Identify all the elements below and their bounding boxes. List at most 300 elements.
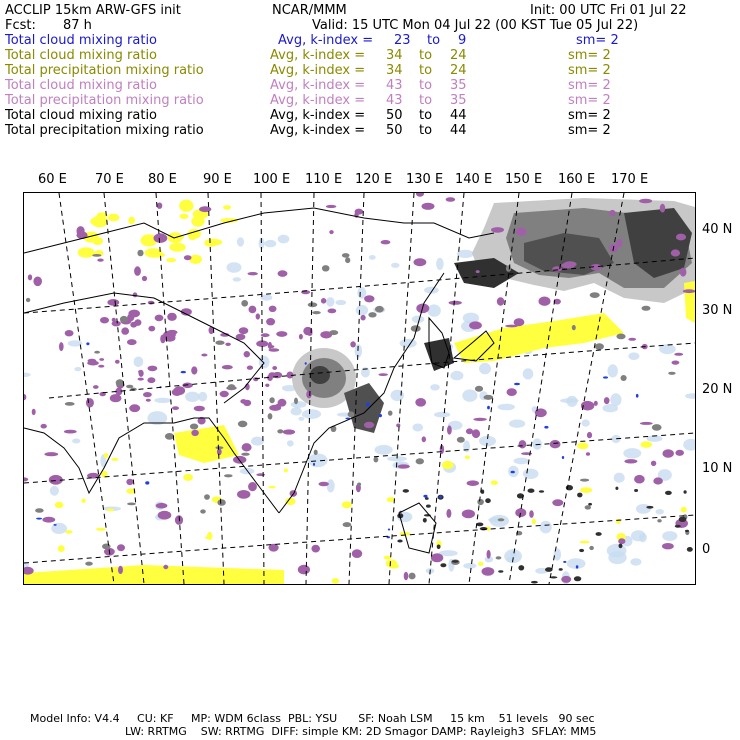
cloud-cell (572, 325, 576, 330)
precip-pink (639, 199, 652, 204)
precip-pink (64, 430, 77, 434)
field-kindex-to: 35 (450, 93, 467, 108)
precip-yellow (442, 461, 453, 469)
cloud-cell-dark (437, 545, 441, 550)
light-cloud-patch (479, 363, 491, 374)
cloud-cell-dark (577, 493, 582, 498)
precip-pink (447, 425, 452, 434)
precip-pink (609, 210, 616, 216)
field-kindex-to-label: to (419, 78, 433, 93)
precip-pink (143, 392, 152, 397)
precip-pink (552, 499, 563, 506)
light-cloud-patch (463, 441, 470, 453)
precip-yellow (205, 239, 223, 246)
precip-yellow (681, 507, 687, 513)
precip-pink (473, 418, 486, 421)
precip-blue (511, 471, 515, 474)
precip-pink (247, 366, 253, 370)
precip-yellow (223, 205, 231, 210)
precip-pink (676, 234, 686, 241)
light-cloud-patch (523, 469, 539, 479)
precip-pink (674, 353, 683, 356)
cloud-cell (92, 254, 101, 257)
light-cloud-patch (662, 531, 677, 541)
field-smoothing: sm= 2 (568, 78, 611, 93)
cloud-cell (616, 334, 625, 340)
light-cloud-patch (608, 364, 618, 377)
cloud-cell-dark (588, 503, 592, 506)
precip-pink (587, 432, 592, 438)
cloud-cell (348, 411, 355, 417)
model-info-line1: Model Info: V4.4 CU: KF MP: WDM 6class PBL: YSU SF: Noah LSM 15 km 51 levels 90 sec (30, 712, 595, 725)
cloud-cell (657, 519, 661, 522)
longitude-label: 120 E (355, 172, 393, 187)
precip-yellow (111, 458, 118, 461)
precip-pink (220, 391, 229, 397)
light-cloud-patch (436, 258, 444, 270)
light-cloud-patch (413, 424, 424, 432)
longitude-label: 70 E (95, 172, 124, 187)
light-cloud-patch (603, 404, 619, 412)
cloud-cell-dark (425, 497, 429, 500)
precip-pink (239, 327, 249, 334)
precip-pink (248, 482, 257, 491)
cloud-cell-dark (539, 490, 544, 493)
precip-pink (515, 508, 526, 517)
cloud-cell (589, 546, 594, 550)
graticule-line (208, 193, 224, 584)
precip-pink (446, 509, 451, 518)
precip-pink (651, 461, 656, 466)
precip-blue (562, 456, 564, 459)
precip-pink (110, 394, 122, 402)
precip-pink (662, 543, 674, 549)
precip-pink (487, 550, 491, 559)
precip-pink (440, 445, 444, 454)
graticule-line (24, 433, 695, 483)
coastline (24, 418, 279, 513)
precip-blue (388, 529, 390, 531)
light-cloud-patch (154, 398, 171, 403)
precip-pink (278, 399, 287, 407)
precip-pink (148, 366, 158, 372)
precip-pink (65, 330, 74, 336)
cloud-cell (126, 385, 133, 388)
light-cloud-patch (298, 417, 304, 421)
precip-yellow (128, 217, 135, 224)
precip-pink (222, 365, 233, 369)
cloud-cell-dark (596, 532, 602, 536)
cloud-cell-dark (574, 576, 581, 581)
precip-yellow (78, 247, 95, 258)
precip-yellow (166, 258, 176, 262)
cloud-cell-dark (615, 487, 618, 490)
precip-pink (126, 479, 133, 485)
precip-pink (42, 517, 55, 523)
light-cloud-patch (391, 390, 405, 401)
light-cloud-patch (523, 368, 534, 379)
cloud-cell (190, 424, 198, 430)
cloud-cell (416, 458, 424, 464)
precip-blue (576, 565, 579, 568)
precip-pink (561, 263, 575, 269)
precip-pink (148, 326, 155, 332)
cloud-cell (368, 312, 376, 317)
precip-yellow (580, 487, 592, 493)
cloud-cell (26, 298, 30, 302)
field-kindex-to: 44 (450, 123, 467, 138)
precip-pink (449, 301, 462, 305)
field-kindex-to-label: to (419, 63, 433, 78)
light-cloud-patch (278, 235, 290, 244)
light-cloud-patch (237, 237, 244, 246)
light-cloud-patch (509, 420, 525, 428)
field-avg-label: Avg, k-index = (270, 78, 366, 93)
light-cloud-patch (261, 295, 273, 301)
precip-pink (191, 366, 197, 374)
precip-pink (142, 276, 147, 281)
cloud-cell-dark (476, 523, 483, 527)
precip-pink (361, 315, 366, 321)
precip-pink (466, 428, 473, 434)
precip-pink (253, 377, 258, 381)
precip-pink (311, 545, 320, 553)
light-cloud-patch (227, 262, 242, 273)
precip-pink (172, 389, 182, 396)
precip-pink (586, 452, 590, 456)
field-name: Total precipitation mixing ratio (5, 93, 204, 108)
precip-pink (276, 331, 287, 337)
cloud-cell (127, 503, 136, 506)
precip-pink (422, 203, 435, 210)
valid-time: Valid: 15 UTC Mon 04 Jul 22 (00 KST Tue 05 Jul 22) (312, 18, 639, 33)
precip-pink (539, 297, 551, 306)
light-cloud-patch (430, 384, 440, 390)
precip-pink (86, 398, 94, 407)
light-cloud-patch (185, 392, 200, 402)
precip-pink (469, 321, 482, 329)
longitude-label: 140 E (455, 172, 493, 187)
field-kindex-to-label: to (419, 123, 433, 138)
field-kindex-to-label: to (419, 108, 433, 123)
latitude-label: 10 N (702, 461, 733, 476)
precip-yellow (55, 502, 64, 508)
cloud-cell (342, 253, 350, 258)
cloud-cell-dark (665, 491, 672, 495)
precip-pink (529, 510, 534, 518)
light-cloud-patch (463, 563, 476, 569)
cloud-cell (269, 397, 274, 403)
precip-pink (497, 297, 505, 305)
field-kindex-from: 50 (386, 108, 403, 123)
precip-yellow (65, 530, 72, 534)
precip-pink (128, 310, 140, 318)
precip-blue (36, 518, 42, 520)
precip-pink (164, 335, 175, 342)
precip-pink (248, 272, 258, 275)
cloud-cell (217, 499, 225, 506)
cloud-cell (35, 508, 44, 513)
precip-pink (98, 365, 104, 368)
light-cloud-patch (412, 316, 425, 323)
light-cloud-patch (450, 371, 463, 381)
field-smoothing: sm= 2 (568, 48, 611, 63)
precip-blue (423, 495, 427, 498)
cloud-cell (457, 437, 465, 443)
precip-pink (680, 268, 687, 277)
light-cloud-patch (287, 440, 294, 446)
light-cloud-patch (582, 420, 590, 427)
precip-yellow (141, 237, 148, 244)
precip-pink (191, 430, 199, 436)
field-name: Total cloud mixing ratio (5, 108, 158, 123)
longitude-label: 100 E (253, 172, 291, 187)
precip-pink (28, 274, 32, 280)
light-cloud-patch (560, 398, 579, 403)
light-cloud-patch (427, 304, 440, 316)
precip-pink (306, 390, 311, 398)
cloud-cell (268, 413, 273, 419)
latitude-label: 20 N (702, 382, 733, 397)
light-cloud-patch (233, 277, 241, 281)
precip-pink (482, 567, 495, 576)
light-cloud-patch (462, 389, 477, 401)
precip-pink (237, 490, 250, 499)
cloud-cell (241, 300, 248, 307)
longitude-label: 150 E (505, 172, 543, 187)
precip-pink (261, 333, 270, 337)
field-kindex-from: 50 (386, 123, 403, 138)
light-cloud-patch (356, 305, 368, 316)
field-smoothing: sm= 2 (568, 123, 611, 138)
precip-blue (563, 561, 566, 563)
light-cloud-patch (628, 352, 639, 360)
precip-pink (88, 359, 97, 363)
precip-yellow (465, 455, 470, 459)
precip-yellow (384, 556, 391, 560)
precip-pink (604, 397, 610, 404)
precip-pink (121, 327, 129, 334)
precip-pink (158, 511, 172, 520)
precip-pink (172, 406, 179, 410)
field-kindex-from: 23 (394, 33, 411, 48)
light-cloud-patch (631, 530, 646, 541)
cloud-cell (590, 292, 600, 298)
precip-pink (117, 544, 125, 551)
field-name: Total precipitation mixing ratio (5, 123, 204, 138)
precip-yellow-band (24, 565, 284, 584)
light-cloud-patch (656, 509, 664, 514)
precip-pink (265, 384, 269, 387)
light-cloud-patch (326, 297, 334, 307)
latitude-label: 0 (702, 542, 711, 557)
field-avg-label: Avg, k-index = (270, 108, 366, 123)
precip-pink (514, 318, 525, 326)
precip-pink (201, 354, 207, 357)
latitude-label: 30 N (702, 303, 733, 318)
precip-pink (157, 203, 163, 209)
cloud-cell (357, 483, 361, 487)
graticule-line (261, 193, 264, 584)
precip-pink (299, 334, 303, 340)
precip-yellow (183, 474, 193, 481)
precip-pink (163, 565, 168, 569)
precip-pink (156, 503, 168, 509)
precip-yellow (260, 575, 270, 583)
cloud-cell (498, 518, 505, 521)
light-cloud-patch (72, 439, 80, 444)
field-smoothing: sm= 2 (576, 33, 619, 48)
precip-pink (660, 204, 665, 213)
precip-pink (519, 440, 527, 448)
precip-blue (514, 383, 520, 385)
light-cloud-patch (259, 356, 270, 369)
field-kindex-to-label: to (427, 33, 441, 48)
field-avg-label: Avg, k-index = (270, 48, 366, 63)
cloud-cell (496, 556, 502, 559)
cloud-cell-dark (559, 568, 563, 571)
precip-yellow (284, 468, 288, 472)
precip-pink (256, 473, 265, 476)
light-cloud-patch (335, 300, 346, 305)
precip-pink (269, 306, 277, 312)
precip-pink (404, 572, 409, 581)
cloud-cell (116, 379, 124, 386)
precip-pink (624, 459, 637, 463)
precip-blue (379, 414, 382, 417)
precip-blue (603, 376, 608, 378)
precip-pink (32, 409, 36, 415)
cloud-cell-dark (452, 560, 459, 563)
light-cloud-patch (74, 367, 81, 371)
precip-pink (199, 206, 211, 212)
precip-yellow (179, 214, 188, 219)
precip-pink (112, 321, 121, 327)
cloud-cell (477, 499, 484, 505)
precip-pink (244, 351, 250, 357)
precip-pink (634, 475, 645, 484)
cloud-cell (652, 424, 662, 431)
precip-blue (487, 406, 490, 410)
precip-pink (24, 394, 26, 400)
precip-pink (278, 270, 288, 277)
precip-pink (167, 313, 177, 321)
light-cloud-patch (251, 437, 264, 446)
precip-pink (319, 482, 329, 487)
light-cloud-patch (630, 558, 641, 565)
precip-pink (167, 330, 178, 335)
cloud-cell-dark (579, 549, 584, 552)
precip-pink (416, 193, 424, 197)
precip-pink (129, 404, 140, 412)
precip-yellow (189, 255, 202, 264)
field-name: Total cloud mixing ratio (5, 33, 158, 48)
light-cloud-patch (291, 401, 307, 408)
precip-pink (269, 372, 277, 377)
cloud-cell (137, 250, 143, 257)
field-avg-label: Avg, k-index = (270, 123, 366, 138)
precip-blue (145, 481, 149, 484)
cloud-cell-dark (423, 518, 427, 523)
cloud-cell (224, 474, 233, 477)
precip-pink (155, 315, 164, 322)
precip-pink (118, 566, 123, 574)
longitude-label: 160 E (558, 172, 596, 187)
light-cloud-patch (50, 486, 59, 496)
field-kindex-from: 43 (386, 78, 403, 93)
precip-pink (194, 406, 205, 412)
cloud-cell (312, 311, 321, 314)
light-cloud-patch (327, 479, 335, 492)
precip-pink (321, 298, 326, 304)
precip-pink (683, 289, 695, 293)
field-kindex-to: 24 (450, 63, 467, 78)
light-cloud-patch (457, 250, 474, 258)
precip-pink (415, 398, 426, 407)
precip-blue (636, 394, 639, 398)
precip-pink (352, 549, 362, 558)
precip-pink (472, 429, 480, 438)
cloud-cell-dark (440, 563, 446, 567)
init-time: Init: 00 UTC Fri 01 Jul 22 (530, 3, 687, 18)
precip-yellow (579, 541, 589, 544)
precip-yellow (191, 216, 204, 227)
precip-yellow (268, 486, 275, 489)
light-cloud-patch (540, 521, 552, 534)
cloud-cell (329, 330, 338, 335)
cloud-cell (580, 479, 589, 482)
precip-pink (653, 477, 663, 484)
cloud-cell (215, 341, 224, 345)
cloud-cell (374, 457, 379, 463)
cloud-cell-dark (397, 540, 402, 543)
cloud-cell-dark (485, 498, 491, 503)
precip-pink (225, 343, 231, 346)
precip-pink (507, 388, 517, 396)
coastline (399, 503, 436, 553)
precip-pink (516, 228, 527, 236)
cloud-cell-dark (403, 489, 409, 493)
precip-pink (99, 358, 104, 361)
precip-pink (467, 480, 479, 486)
precip-pink (133, 292, 138, 297)
longitude-label: 90 E (203, 172, 232, 187)
field-smoothing: sm= 2 (568, 93, 611, 108)
cloud-cell-dark (531, 581, 538, 584)
field-name: Total precipitation mixing ratio (5, 63, 204, 78)
precip-yellow (106, 509, 114, 512)
precip-pink (33, 277, 42, 287)
cloud-cell (314, 450, 318, 455)
field-avg-label: Avg, k-index = (278, 33, 374, 48)
precip-pink (476, 270, 480, 273)
light-cloud-patch (434, 412, 450, 418)
light-cloud-patch (291, 407, 302, 415)
cloud-cell (228, 384, 236, 390)
cloud-cell (475, 386, 483, 392)
precip-pink (266, 318, 275, 325)
cloud-cell-dark (426, 505, 431, 508)
precip-yellow (96, 528, 106, 531)
cloud-cell (165, 433, 174, 440)
cloud-cell-dark (498, 570, 503, 572)
precip-yellow (58, 545, 65, 552)
precip-yellow (478, 562, 483, 566)
cloud-cell (506, 265, 511, 272)
precip-pink (100, 317, 109, 323)
cloud-cell-dark (685, 530, 689, 532)
precip-yellow (104, 453, 108, 459)
